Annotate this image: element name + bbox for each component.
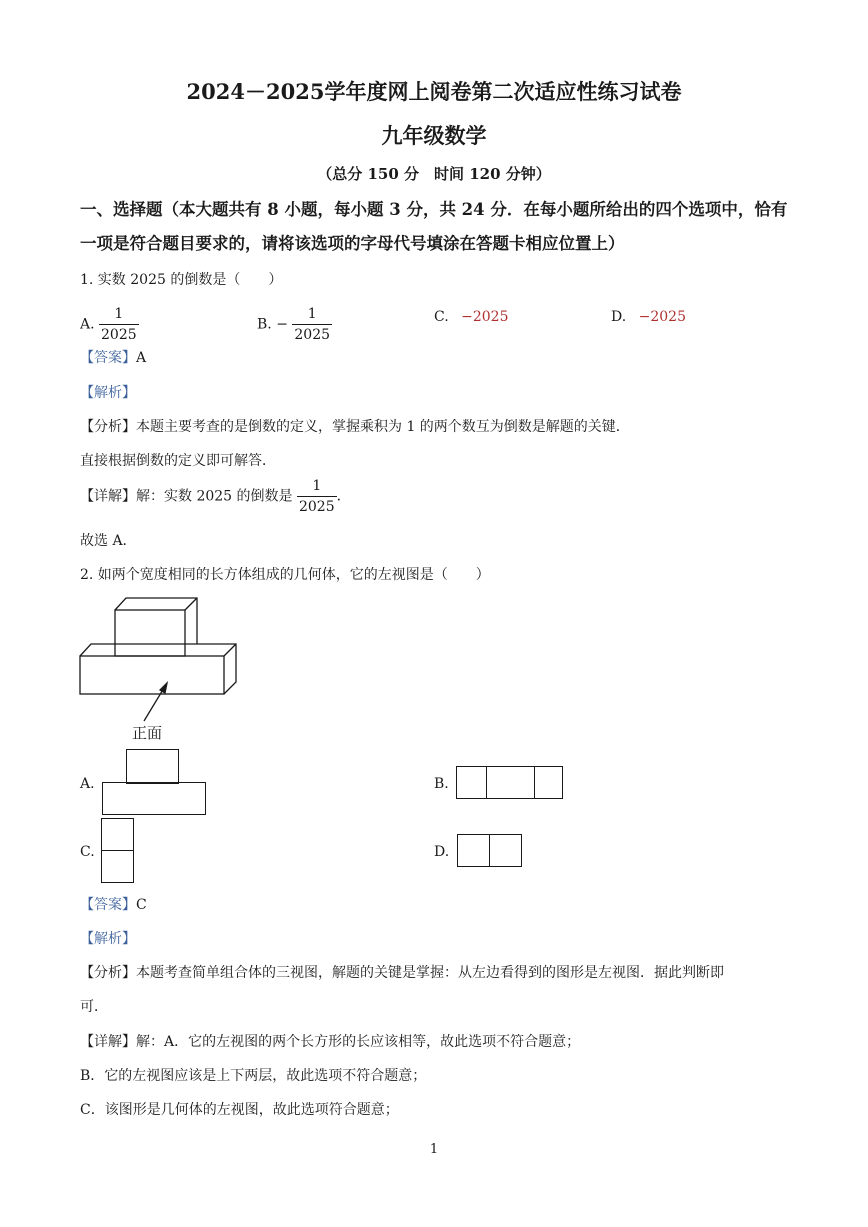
answer-tag: 【答案】 bbox=[80, 350, 136, 366]
q1-answer bbox=[80, 347, 146, 367]
detail-text: 解：实数 2025 的倒数是 bbox=[136, 488, 293, 505]
option-letter: C. bbox=[434, 309, 449, 325]
q2-option-c-top-rect bbox=[101, 818, 134, 851]
numerator: 1 bbox=[312, 478, 322, 494]
q2-analysis-tag: 【解析】 bbox=[80, 931, 136, 947]
q1-fenxi bbox=[80, 416, 630, 436]
q2-detail-c: C．该图形是几何体的左视图，故此选项符合题意； bbox=[80, 1102, 399, 1118]
q2-detail-a bbox=[80, 1031, 580, 1051]
answer-value: A bbox=[136, 350, 147, 366]
q2-option-b-divider bbox=[534, 766, 535, 799]
fraction bbox=[99, 306, 139, 343]
top-box-edge bbox=[185, 598, 197, 610]
option-letter: D. bbox=[611, 309, 627, 325]
denominator: 2025 bbox=[99, 324, 139, 343]
exam-info: （总分 150 分 时间 120 分钟） bbox=[317, 165, 551, 183]
arrow-head bbox=[160, 683, 167, 693]
bottom-box-edges bbox=[80, 644, 236, 694]
option-letter: A. bbox=[80, 316, 95, 333]
bottom-box-edge bbox=[224, 644, 236, 656]
q2-stem: 2. 如两个宽度相同的长方体组成的几何体，它的左视图是（ ） bbox=[80, 567, 490, 583]
detail-tag: 【详解】 bbox=[80, 488, 136, 505]
option-value: −2025 bbox=[461, 309, 509, 325]
q2-option-b-label: B. bbox=[434, 776, 449, 792]
q1-option-b bbox=[257, 306, 332, 343]
q2-answer bbox=[80, 894, 147, 914]
option-value: −2025 bbox=[638, 309, 686, 325]
fenxi-tag: 【分析】 bbox=[80, 965, 136, 981]
q1-conclusion: 故选 A． bbox=[80, 533, 137, 549]
answer-value: C bbox=[136, 897, 147, 913]
q1-option-c bbox=[434, 309, 508, 325]
section-heading: 一、选择题（本大题共有 8 小题，每小题 3 分，共 24 分．在每小题所给出的四个选项中，恰有一项是符合题目要求的，请将该选项的字母代号填涂在答题卡相应位置上） bbox=[80, 200, 788, 253]
q2-fenxi-2: 可． bbox=[80, 999, 108, 1015]
q2-detail-b: B．它的左视图应该是上下两层，故此选项不符合题意； bbox=[80, 1068, 427, 1084]
q2-option-d-left-rect bbox=[457, 834, 490, 867]
fraction bbox=[292, 306, 332, 343]
option-letter: B. bbox=[257, 316, 272, 333]
denominator: 2025 bbox=[292, 324, 332, 343]
q2-option-a-label: A. bbox=[80, 776, 95, 792]
top-box-front bbox=[115, 610, 185, 656]
q1-stem: 1. 实数 2025 的倒数是（ ） bbox=[80, 272, 283, 288]
q2-fenxi bbox=[80, 962, 724, 982]
q1-option-d bbox=[611, 309, 686, 325]
q2-option-a-top-rect bbox=[126, 749, 179, 784]
exam-subject: 九年级数学 bbox=[381, 123, 487, 148]
fraction bbox=[297, 478, 337, 515]
exam-title: 2024－2025学年度网上阅卷第二次适应性练习试卷 bbox=[186, 79, 682, 104]
q2-option-c-label: C. bbox=[80, 844, 95, 860]
detail-tag: 【详解】 bbox=[80, 1034, 136, 1050]
q1-analysis-tag: 【解析】 bbox=[80, 385, 136, 401]
bottom-box-front bbox=[80, 656, 224, 694]
detail-suffix: ． bbox=[336, 488, 351, 505]
page-number: 1 bbox=[429, 1142, 439, 1157]
fenxi-tag: 【分析】 bbox=[80, 419, 136, 435]
q1-detail bbox=[80, 478, 351, 515]
q2-option-b-rect bbox=[456, 766, 563, 799]
detail-text: 解：A．它的左视图的两个长方形的长应该相等，故此选项不符合题意； bbox=[136, 1034, 581, 1050]
q2-option-a-bottom-rect bbox=[102, 782, 206, 815]
q1-option-a bbox=[80, 306, 139, 343]
denominator: 2025 bbox=[297, 496, 337, 515]
q2-option-b-divider bbox=[486, 766, 487, 799]
numerator: 1 bbox=[114, 306, 124, 322]
q2-option-d-label: D. bbox=[434, 844, 450, 860]
fenxi-text: 本题主要考查的是倒数的定义，掌握乘积为 1 的两个数互为倒数是解题的关键． bbox=[136, 419, 630, 435]
q2-option-d-right-rect bbox=[489, 834, 522, 867]
fenxi-text: 本题考查简单组合体的三视图，解题的关键是掌握：从左边看得到的图形是左视图．据此判断即 bbox=[136, 965, 724, 981]
minus-sign: − bbox=[276, 316, 288, 333]
numerator: 1 bbox=[307, 306, 317, 322]
answer-tag: 【答案】 bbox=[80, 897, 136, 913]
q2-option-c-bottom-rect bbox=[101, 850, 134, 883]
q1-fenxi-2: 直接根据倒数的定义即可解答． bbox=[80, 453, 276, 469]
front-label: 正面 bbox=[132, 724, 163, 742]
